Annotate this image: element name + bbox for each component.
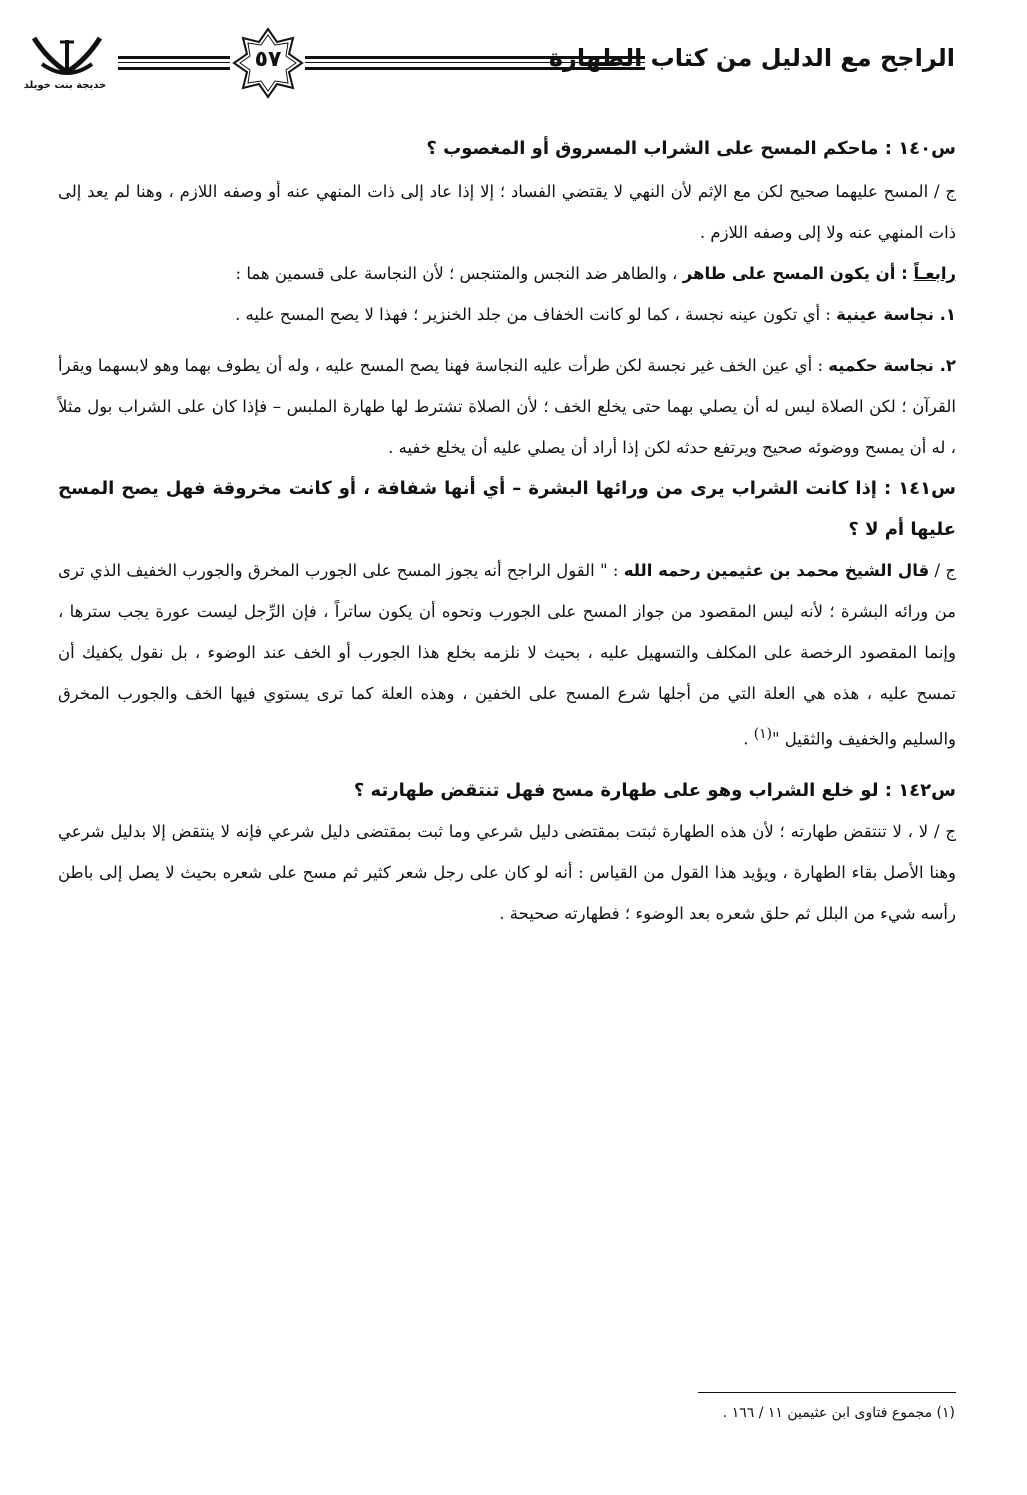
answer-142: ج / لا ، لا تنتقض طهارته ؛ لأن هذه الطهارة ثبتت بمقتضى دليل شرعي وما ثبت بمقتضى دليل شرعي فإنه لا ينتقض إلا بدليل شرعي وهنا الأصل بقاء الطهارة ، ويؤيد هذا القول من القياس : أنه لو كان على رجل شعر كثير ثم مسح على شعره بحيث لا يصل إلى باطن رأسه شيء من البلل ثم حلق شعره بعد الوضوء ؛ فطهارته صحيحة . [58, 821, 956, 923]
page-number: ٥٧ [254, 47, 282, 72]
header-rule-left [118, 56, 230, 70]
answer-141 [58, 550, 956, 760]
answer-141-prefix: ج / [929, 561, 956, 580]
answer-141-quote: : " القول الراجح أنه يجوز المسح على الجورب المخرق والجورب الخفيف الذي ترى من ورائه البشرة ؛ لأنه ليس المقصود من جواز المسح على الجورب ونحوه أن يكون ساتراً ، فإن الرِّجل ليست عورة يجب سترها ، وإنما المقصود الرخصة على المكلف والتسهيل عليه ، بحيث لا نلزمه بخلع هذا الجورب أو الخف عند الوضوء ، بل نقول يكفيك أن تمسح عليه ، هذه هي العلة التي من أجلها شرع المسح على الخفين ، وهذه العلة كما ترى يستوي فيها الخف والجورب المخرق والسليم والخفيف والثقيل " [58, 561, 956, 749]
impurity-type-2-label: ٢. نجاسة حكميه [828, 356, 956, 375]
question-141: س١٤١ : إذا كانت الشراب يرى من ورائها البشرة – أي أنها شفافة ، أو كانت مخروقة فهل يصح المسح عليها أم لا ؟ [58, 478, 956, 540]
impurity-type-2-text: : أي عين الخف غير نجسة لكن طرأت عليه النجاسة فهنا يصح المسح عليه ، وله أن يطوف بهما وهو لابسهما ويقرأ القرآن ؛ لكن الصلاة ليس له أن يصلي بهما حتى يخلع الخف ؛ لأن الصلاة تشترط لها طهارة الملبس – فإذا كان على الشراب بول مثلاً ، له أن يمسح ووضوئه صحيح ويرتفع حدثه لكن إذا أراد أن يصلي عليه أن يخلع خفيه . [58, 356, 956, 457]
footnote-rule [698, 1392, 956, 1393]
footnote-reference: (١) [753, 726, 772, 742]
impurity-type-1-label: ١. نجاسة عينية [836, 305, 956, 324]
running-header-title: الراجح مع الدليل من كتاب الطهارة [548, 44, 955, 72]
impurity-type-2 [58, 345, 956, 468]
condition-four [58, 253, 956, 294]
impurity-type-1-text: : أي تكون عينه نجسة ، كما لو كانت الخفاف من جلد الخنزير ؛ فهذا لا يصح المسح عليه . [235, 305, 837, 324]
logo-caption: خديجة بنت خويلد [23, 80, 107, 91]
book-logo-icon [28, 30, 106, 82]
question-140: س١٤٠ : ماحكم المسح على الشراب المسروق أو المغصوب ؟ [426, 138, 956, 159]
answer-141-end: . [743, 729, 754, 749]
answer-141-attribution: قال الشيخ محمد بن عثيمين رحمه الله [623, 561, 930, 580]
condition-four-label: رابعـاً [913, 264, 956, 283]
footnote-text: (١) مجموع فتاوى ابن عثيمين ١١ / ١٦٦ . [722, 1405, 955, 1421]
question-142: س١٤٢ : لو خلع الشراب وهو على طهارة مسح فهل تنتقض طهارته ؟ [353, 779, 956, 801]
answer-140: ج / المسح عليهما صحيح لكن مع الإثم لأن النهي لا يقتضي الفساد ؛ إلا إذا عاد إلى ذات المنهي عنه أو وصفه اللازم ، وهنا لم يعد إلى ذات المنهي عنه ولا إلى وصفه اللازم . [58, 182, 956, 242]
condition-four-heading: : أن يكون المسح على طاهر [682, 264, 914, 283]
condition-four-text: ، والطاهر ضد النجس والمتنجس ؛ لأن النجاسة على قسمين هما : [235, 264, 683, 283]
impurity-type-1 [58, 294, 956, 335]
main-text [58, 128, 956, 934]
page-number-badge [232, 27, 304, 99]
header-rule-right [305, 56, 645, 70]
